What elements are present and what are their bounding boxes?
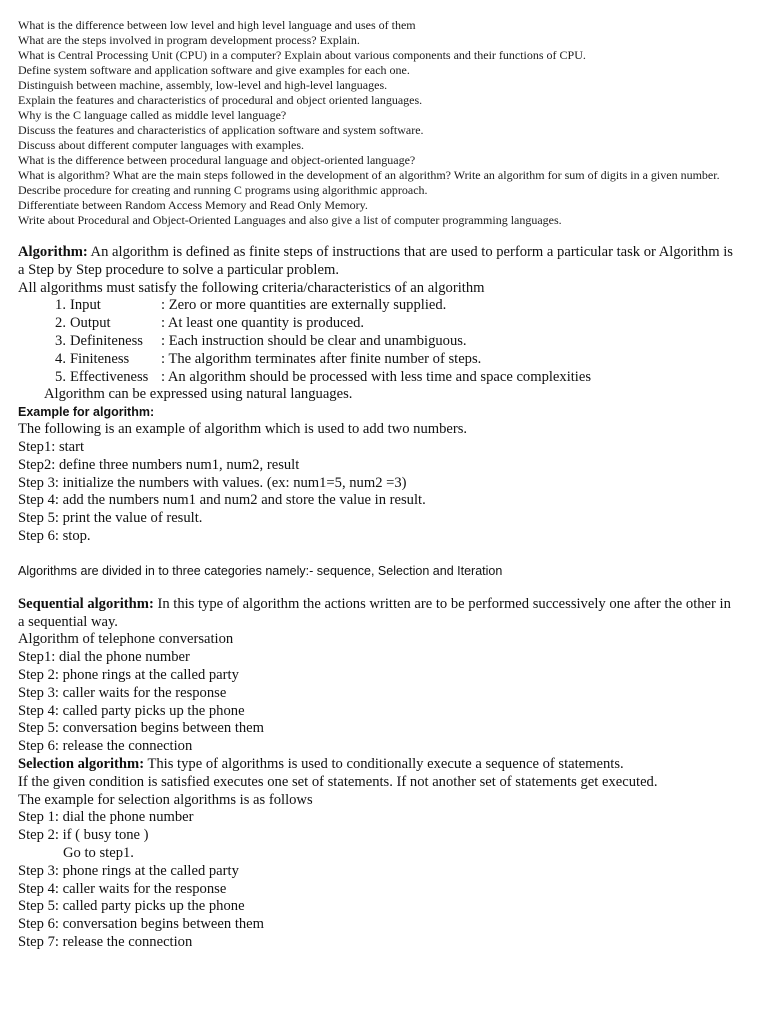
question-item: Write about Procedural and Object-Oriented Languages and also give a list of computer programming languages.	[18, 213, 562, 227]
sequential-definition-text: In this type of algorithm the actions written are to be performed successively one after the other in a sequential way.	[18, 595, 731, 630]
criteria-list	[18, 297, 740, 386]
sequential-title: Algorithm of telephone conversation	[18, 631, 234, 648]
question-item: Distinguish between machine, assembly, low-level and high-level languages.	[18, 78, 388, 92]
criteria-item	[18, 297, 740, 315]
selection-definition	[18, 756, 740, 774]
criteria-item	[18, 369, 740, 387]
sequential-step: Step 2: phone rings at the called party	[18, 666, 239, 683]
example-step: Step 5: print the value of result.	[18, 510, 203, 527]
example-step: Step 3: initialize the numbers with values. (ex: num1=5, num2 =3)	[18, 474, 407, 491]
question-item: What is algorithm? What are the main steps followed in the development of an algorithm? Write an algorithm for sum of digits in a given number.	[18, 168, 720, 182]
criteria-number: 3.	[55, 332, 66, 349]
question-item: Discuss the features and characteristics of application software and system software.	[18, 123, 424, 137]
sequential-step: Step 5: conversation begins between them	[18, 720, 265, 737]
selection-step: Step 5: called party picks up the phone	[18, 898, 245, 915]
sequential-term: Sequential algorithm:	[18, 595, 154, 612]
criteria-desc: : Each instruction should be clear and unambiguous.	[161, 332, 467, 349]
question-item: Define system software and application software and give examples for each one.	[18, 63, 410, 77]
algorithm-definition-text: An algorithm is defined as finite steps of instructions that are used to perform a particular task or Algorithm is a Step by Step procedure to solve a particular problem.	[18, 244, 733, 278]
criteria-desc: : An algorithm should be processed with less time and space complexities	[161, 368, 592, 385]
selection-step: Step 1: dial the phone number	[18, 809, 194, 826]
example-step: Step 4: add the numbers num1 and num2 and store the value in result.	[18, 492, 426, 509]
criteria-desc: : At least one quantity is produced.	[161, 315, 365, 332]
question-item: Differentiate between Random Access Memory and Read Only Memory.	[18, 198, 368, 212]
question-item: Why is the C language called as middle level language?	[18, 108, 287, 122]
criteria-term: Input	[70, 297, 101, 314]
selection-goto: Go to step1.	[63, 844, 134, 861]
sequential-step: Step1: dial the phone number	[18, 649, 190, 666]
sequential-definition	[18, 596, 740, 632]
question-item: What are the steps involved in program development process? Explain.	[18, 33, 360, 47]
criteria-number: 2.	[55, 315, 66, 332]
example-step: Step1: start	[18, 438, 85, 455]
criteria-number: 4.	[55, 350, 66, 367]
expressed-note: Algorithm can be expressed using natural languages.	[44, 386, 353, 403]
question-item: What is Central Processing Unit (CPU) in a computer? Explain about various components and their functions of CPU.	[18, 48, 586, 62]
selection-step: Step 6: conversation begins between them	[18, 916, 265, 933]
criteria-term: Finiteness	[70, 350, 130, 367]
criteria-desc: : Zero or more quantities are externally supplied.	[161, 297, 447, 314]
selection-example-intro: The example for selection algorithms is as follows	[18, 791, 313, 808]
example-step: Step 6: stop.	[18, 527, 91, 544]
selection-term: Selection algorithm:	[18, 755, 145, 772]
sequential-step: Step 6: release the connection	[18, 738, 193, 755]
algorithm-definition	[18, 244, 740, 280]
categories-line: Algorithms are divided in to three categories namely:- sequence, Selection and Iteration	[18, 563, 503, 578]
selection-step: Step 7: release the connection	[18, 933, 193, 950]
example-heading: Example for algorithm:	[18, 405, 155, 420]
criteria-term: Output	[70, 315, 111, 332]
criteria-number: 5.	[55, 368, 66, 385]
question-list	[18, 18, 740, 228]
selection-step: Step 3: phone rings at the called party	[18, 862, 239, 879]
sequential-step: Step 4: called party picks up the phone	[18, 702, 245, 719]
criteria-item	[18, 333, 740, 351]
question-item: What is the difference between procedural language and object-oriented language?	[18, 153, 416, 167]
question-item: Explain the features and characteristics of procedural and object oriented languages.	[18, 93, 423, 107]
selection-step: Step 4: caller waits for the response	[18, 880, 227, 897]
criteria-item	[18, 315, 740, 333]
question-item: What is the difference between low level and high level language and uses of them	[18, 18, 416, 32]
criteria-number: 1.	[55, 297, 66, 314]
algorithm-term: Algorithm:	[18, 244, 88, 260]
question-item: Discuss about different computer languages with examples.	[18, 138, 305, 152]
sequential-step: Step 3: caller waits for the response	[18, 684, 227, 701]
criteria-item	[18, 351, 740, 369]
criteria-term: Definiteness	[70, 332, 143, 349]
example-intro: The following is an example of algorithm which is used to add two numbers.	[18, 421, 468, 438]
criteria-desc: : The algorithm terminates after finite number of steps.	[161, 350, 482, 367]
selection-definition-text: This type of algorithms is used to conditionally execute a sequence of statements.	[144, 755, 624, 772]
criteria-term: Effectiveness	[70, 368, 149, 385]
selection-condition-text: If the given condition is satisfied executes one set of statements. If not another set of statements get executed.	[18, 773, 658, 790]
criteria-intro: All algorithms must satisfy the following criteria/characteristics of an algorithm	[18, 279, 485, 296]
question-item: Describe procedure for creating and running C programs using algorithmic approach.	[18, 183, 428, 197]
example-step: Step2: define three numbers num1, num2, result	[18, 456, 300, 473]
selection-step: Step 2: if ( busy tone )	[18, 827, 149, 844]
